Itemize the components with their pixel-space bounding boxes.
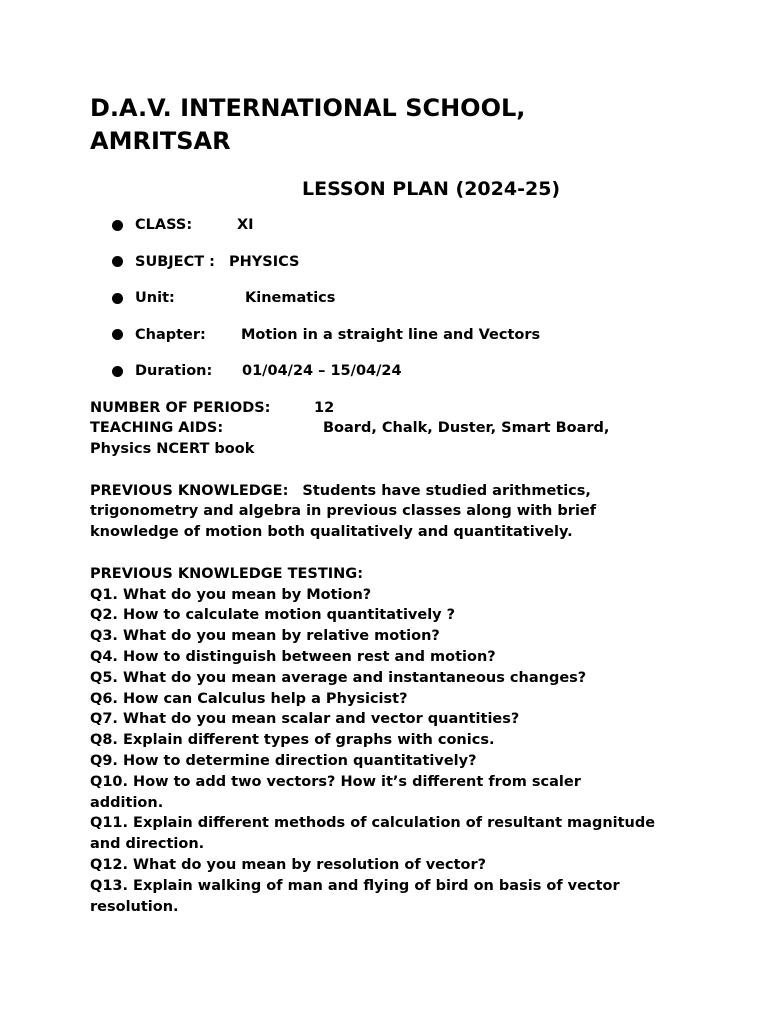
spacer — [90, 460, 690, 481]
chapter-label: Chapter: — [135, 326, 206, 343]
previous-knowledge-line1 — [90, 481, 690, 502]
detail-chapter — [112, 325, 690, 345]
bullet-icon — [112, 293, 123, 304]
lesson-plan-document — [90, 92, 690, 917]
question-line: resolution. — [90, 898, 179, 915]
periods-value: 12 — [314, 399, 335, 416]
bullet-icon — [112, 329, 123, 340]
question-line: Q8. Explain different types of graphs with conics. — [90, 732, 495, 749]
question-line: Q11. Explain different methods of calculation of resultant magnitude — [90, 815, 656, 832]
question-line: Q3. What do you mean by relative motion? — [90, 628, 440, 645]
question-line: Q9. How to determine direction quantitatively? — [90, 753, 477, 770]
question-line: Q6. How can Calculus help a Physicist? — [90, 690, 408, 707]
periods-and-aids — [90, 398, 690, 460]
detail-duration — [112, 361, 690, 381]
question-line: Q5. What do you mean average and instantaneous changes? — [90, 669, 587, 686]
periods-label: NUMBER OF PERIODS: — [90, 399, 271, 416]
unit-label: Unit: — [135, 290, 175, 306]
detail-subject — [112, 252, 690, 272]
previous-knowledge-testing — [90, 564, 690, 918]
teaching-aids — [90, 418, 690, 439]
bullet-icon — [112, 220, 123, 231]
duration-value: 01/04/24 – 15/04/24 — [242, 363, 402, 379]
teaching-aids-value-line2: Physics NCERT book — [90, 441, 255, 458]
previous-knowledge-line3: knowledge of motion both qualitatively and quantitatively. — [90, 524, 573, 541]
teaching-aids-label: TEACHING AIDS: — [90, 420, 224, 437]
bullet-icon — [112, 366, 123, 377]
question-line: addition. — [90, 794, 164, 811]
detail-class — [112, 215, 690, 235]
subject-label: SUBJECT : — [135, 253, 215, 270]
school-name-line2: AMRITSAR — [90, 127, 231, 155]
question-line: Q4. How to distinguish between rest and motion? — [90, 649, 496, 666]
spacer — [90, 543, 690, 564]
teaching-aids-value-line1: Board, Chalk, Duster, Smart Board, — [323, 420, 610, 437]
question-line: and direction. — [90, 836, 205, 853]
question-line: Q10. How to add two vectors? How it’s different from scaler — [90, 773, 581, 790]
subject-value: PHYSICS — [229, 253, 300, 270]
question-line: Q7. What do you mean scalar and vector quantities? — [90, 711, 520, 728]
question-line: Q12. What do you mean by resolution of vector? — [90, 857, 487, 874]
lesson-details-list — [90, 215, 690, 381]
question-line: Q13. Explain walking of man and flying of bird on basis of vector — [90, 877, 620, 894]
class-value: XI — [237, 217, 254, 233]
number-of-periods — [90, 398, 690, 419]
duration-label: Duration: — [135, 363, 213, 379]
previous-knowledge-text1: Students have studied arithmetics, — [302, 482, 591, 499]
school-name — [90, 92, 690, 158]
chapter-value: Motion in a straight line and Vectors — [241, 326, 541, 343]
bullet-icon — [112, 256, 123, 267]
previous-knowledge — [90, 481, 690, 543]
class-label: CLASS: — [135, 217, 193, 233]
previous-knowledge-line2: trigonometry and algebra in previous classes along with brief — [90, 503, 597, 520]
previous-knowledge-label: PREVIOUS KNOWLEDGE: — [90, 482, 289, 499]
school-name-line1: D.A.V. INTERNATIONAL SCHOOL, — [90, 94, 526, 122]
question-line: Q1. What do you mean by Motion? — [90, 586, 372, 603]
question-line: Q2. How to calculate motion quantitatively ? — [90, 607, 456, 624]
testing-label: PREVIOUS KNOWLEDGE TESTING: — [90, 565, 363, 582]
unit-value: Kinematics — [245, 290, 336, 306]
detail-unit — [112, 288, 690, 308]
lesson-plan-title: LESSON PLAN (2024-25) — [302, 178, 561, 200]
